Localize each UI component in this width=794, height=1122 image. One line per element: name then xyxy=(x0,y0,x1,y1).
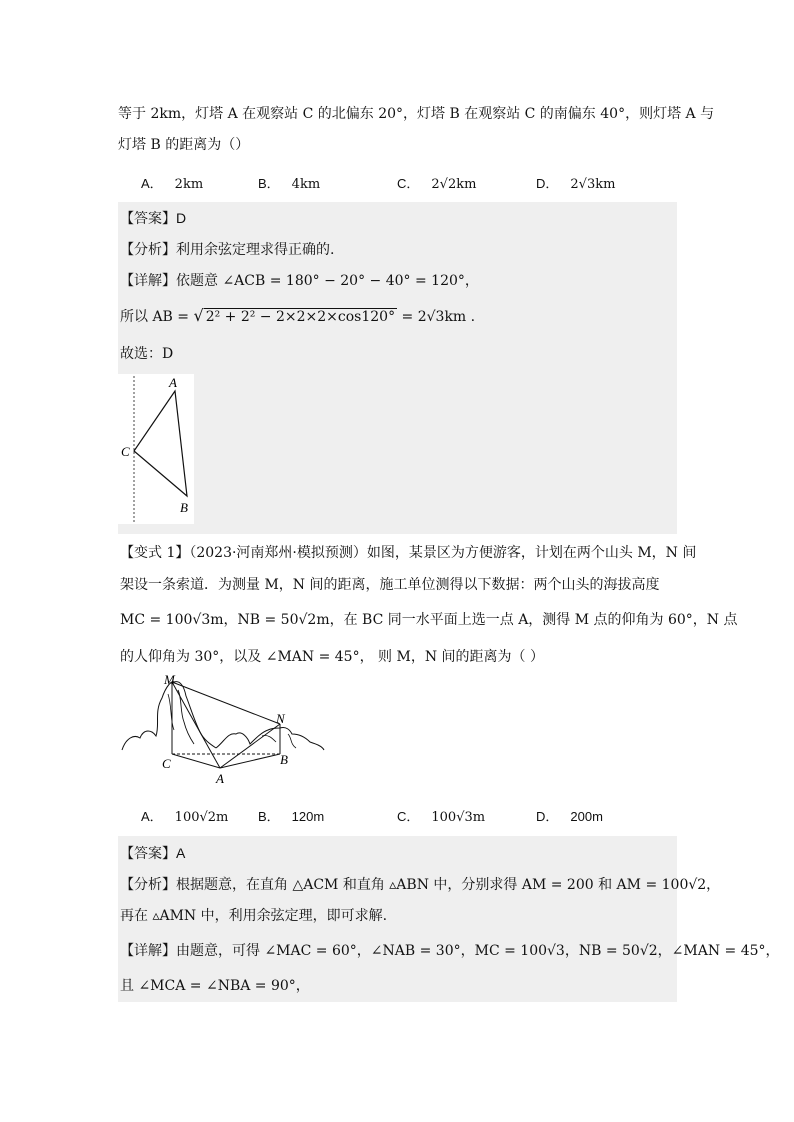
option-c: C． 100√3m xyxy=(397,809,486,825)
calculation-line: 所以 AB = √ 2² + 2² − 2×2×2×cos120° = 2√3km . xyxy=(120,306,476,325)
left-mountain-outline xyxy=(122,682,216,750)
analysis-line: 再在 ▵AMN 中，利用余弦定理，即可求解. xyxy=(120,908,388,924)
option-d: D． 2√3km xyxy=(536,176,616,192)
answer-line: 【答案】D xyxy=(120,210,187,226)
label-n: N xyxy=(276,711,285,726)
analysis-line: 【分析】利用余弦定理求得正确的. xyxy=(120,242,335,258)
option-a: A． 2km xyxy=(141,176,204,192)
detail-line: 【详解】依题意 ∠ACB = 180° − 20° − 40° = 120°， xyxy=(120,273,479,289)
variant-text-line: MC = 100√3m，NB = 50√2m，在 BC 同一水平面上选一点 A，测得 M 点的仰角为 60°，N 点 xyxy=(120,612,738,628)
option-d: D． 200m xyxy=(536,809,603,824)
option-c: C． 2√2km xyxy=(397,176,477,192)
segment-ma xyxy=(172,682,220,768)
mountain-figure xyxy=(120,672,326,788)
label-c: C xyxy=(121,444,130,459)
right-mountain-ridge xyxy=(288,734,296,748)
option-a: A． 100√2m xyxy=(141,809,229,825)
triangle-figure xyxy=(118,374,194,524)
option-b: B． 4km xyxy=(258,176,321,192)
answer-line: 【答案】A xyxy=(120,845,186,861)
label-b: B xyxy=(280,752,288,767)
option-b: B． 120m xyxy=(258,809,325,824)
variant-text-line: 的人仰角为 30°，以及 ∠MAN = 45°， 则 M，N 间的距离为（ ） xyxy=(120,649,544,665)
analysis-line: 【分析】根据题意，在直角 △ACM 和直角 ▵ABN 中，分别求得 AM = 200 和 AM = 100√2， xyxy=(120,877,721,893)
left-mountain-ridge xyxy=(168,694,174,730)
label-b: B xyxy=(180,500,188,515)
label-a: A xyxy=(216,771,224,786)
detail-line: 且 ∠MCA = ∠NBA = 90°， xyxy=(120,978,310,994)
label-a: A xyxy=(169,375,177,390)
label-m: M xyxy=(164,672,175,687)
label-c: C xyxy=(162,756,171,771)
variant-text-line: 架设一条索道．为测量 M，N 间的距离，施工单位测得以下数据：两个山头的海拔高度 xyxy=(120,577,660,593)
conclusion-line: 故选：D xyxy=(120,346,174,362)
problem-text-line: 等于 2km，灯塔 A 在观察站 C 的北偏东 20°，灯塔 B 在观察站 C 的南偏东 40°，则灯塔 A 与 xyxy=(118,106,715,122)
right-mountain-ridge xyxy=(262,735,276,742)
detail-line: 【详解】由题意，可得 ∠MAC = 60°，∠NAB = 30°，MC = 100√3，NB = 50√2，∠MAN = 45°， xyxy=(120,943,780,959)
variant-text-line: 【变式 1】（2023·河南郑州·模拟预测）如图，某景区为方便游客，计划在两个山头 M，N 间 xyxy=(120,545,697,561)
problem-text-line: 灯塔 B 的距离为（） xyxy=(118,137,250,153)
